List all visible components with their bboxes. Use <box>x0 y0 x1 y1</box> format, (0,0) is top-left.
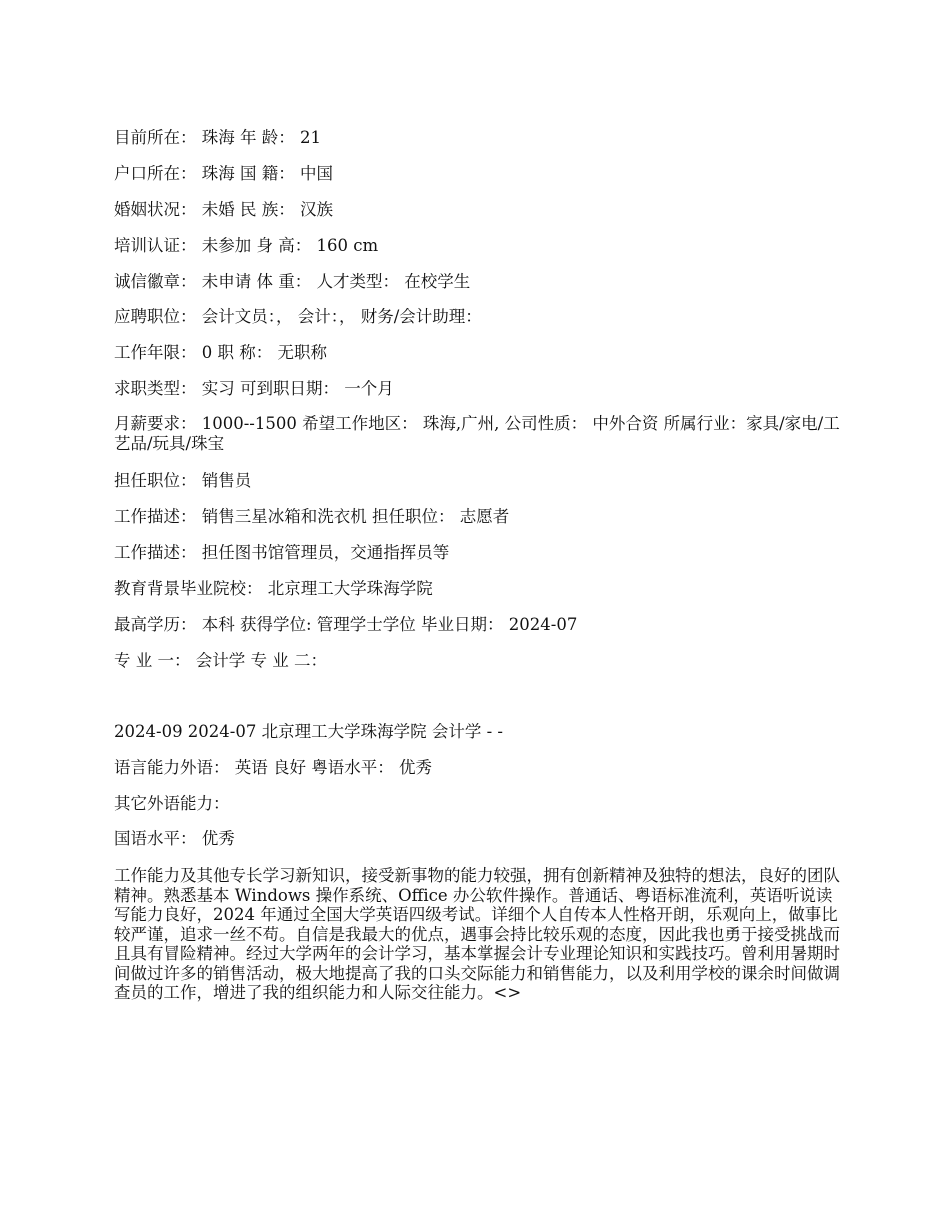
self-description-paragraph: 工作能力及其他专长学习新知识，接受新事物的能力较强，拥有创新精神及独特的想法，良好的团队精神。熟悉基本 Windows 操作系统、Office 办公软件操作。普通话、粤语标准流利，英语听说读写能力良好，2024 年通过全国大学英语四级考试。详细个人自传本人性格开朗，乐观向上，做事比较严谨，追求一丝不苟。自信是我最大的优点，遇事会持比较乐观的态度，因此我也勇于接受挑战而且具有冒险精神。经过大学两年的会计学习，基本掌握会计专业理论知识和实践技巧。曾利用暑期时间做过许多的销售活动，极大地提高了我的口头交际能力和销售能力，以及利用学校的课余时间做调查员的工作，增进了我的组织能力和人际交往能力。<> <box>114 866 840 1002</box>
position-held-line: 担任职位： 销售员 <box>114 471 252 490</box>
language-ability-line: 语言能力外语： 英语 良好 粤语水平： 优秀 <box>114 758 432 777</box>
majors-line: 专 业 一： 会计学 专 业 二： <box>114 651 327 670</box>
job-description-1: 工作描述： 销售三星冰箱和洗衣机 担任职位： 志愿者 <box>114 507 510 526</box>
highest-degree-line: 最高学历： 本科 获得学位: 管理学士学位 毕业日期： 2024-07 <box>114 615 578 634</box>
integrity-badge-line: 诚信徽章： 未申请 体 重： 人才类型： 在校学生 <box>114 272 471 291</box>
current-location-line: 目前所在： 珠海 年 龄： 21 <box>114 128 321 147</box>
education-record-line: 2024-09 2024-07 北京理工大学珠海学院 会计学 - - <box>114 722 503 741</box>
hukou-location-line: 户口所在： 珠海 国 籍： 中国 <box>114 164 333 183</box>
job-type-line: 求职类型： 实习 可到职日期： 一个月 <box>114 379 394 398</box>
mandarin-level-line: 国语水平： 优秀 <box>114 829 235 848</box>
applied-position-line: 应聘职位： 会计文员：， 会计：， 财务/会计助理： <box>114 307 482 326</box>
other-language-line: 其它外语能力： <box>114 794 230 813</box>
marital-status-line: 婚姻状况： 未婚 民 族： 汉族 <box>114 200 333 219</box>
work-years-line: 工作年限： 0 职 称： 无职称 <box>114 343 327 362</box>
job-description-2: 工作描述： 担任图书馆管理员，交通指挥员等 <box>114 543 450 562</box>
training-cert-line: 培训认证： 未参加 身 高： 160 cm <box>114 236 379 255</box>
education-line: 教育背景毕业院校： 北京理工大学珠海学院 <box>114 579 433 598</box>
salary-line: 月薪要求： 1000--1500 希望工作地区： 珠海,广州, 公司性质： 中外合资 所属行业：家具/家电/工艺品/玩具/珠宝 <box>114 414 840 453</box>
